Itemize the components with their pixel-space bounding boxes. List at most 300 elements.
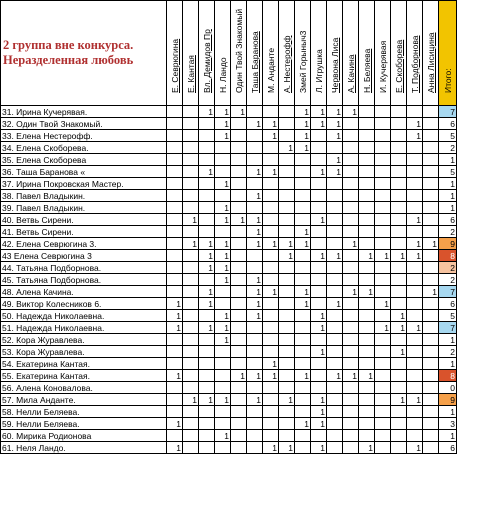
vote-cell xyxy=(343,250,359,262)
vote-cell: 1 xyxy=(359,250,375,262)
vote-cell xyxy=(423,274,439,286)
vote-cell xyxy=(359,310,375,322)
vote-cell xyxy=(215,442,231,454)
vote-cell xyxy=(231,406,247,418)
entry-name: 31. Ирина Кучерявая. xyxy=(1,106,167,118)
vote-cell xyxy=(167,262,183,274)
vote-cell xyxy=(279,418,295,430)
vote-cell xyxy=(407,346,423,358)
vote-cell xyxy=(183,202,199,214)
vote-cell: 1 xyxy=(215,214,231,226)
vote-cell xyxy=(391,358,407,370)
vote-cell xyxy=(359,394,375,406)
vote-cell: 1 xyxy=(311,346,327,358)
vote-cell xyxy=(391,154,407,166)
vote-cell xyxy=(311,154,327,166)
total-cell: 6 xyxy=(439,442,457,454)
vote-cell xyxy=(375,238,391,250)
vote-cell: 1 xyxy=(311,310,327,322)
vote-cell xyxy=(167,130,183,142)
vote-cell xyxy=(375,418,391,430)
column-header-label: Е. Скоборева xyxy=(393,39,404,93)
entry-name: 51. Надежда Николаевна. xyxy=(1,322,167,334)
vote-cell xyxy=(263,334,279,346)
vote-cell xyxy=(263,430,279,442)
vote-cell xyxy=(407,370,423,382)
vote-cell xyxy=(359,262,375,274)
vote-cell xyxy=(279,262,295,274)
vote-cell xyxy=(359,406,375,418)
vote-cell: 1 xyxy=(407,118,423,130)
vote-cell xyxy=(407,382,423,394)
vote-cell xyxy=(375,310,391,322)
vote-cell: 1 xyxy=(247,298,263,310)
vote-cell: 1 xyxy=(359,286,375,298)
vote-cell xyxy=(215,370,231,382)
total-cell: 6 xyxy=(439,298,457,310)
vote-cell xyxy=(327,322,343,334)
vote-cell xyxy=(247,262,263,274)
vote-cell: 1 xyxy=(199,238,215,250)
vote-cell xyxy=(199,358,215,370)
vote-cell xyxy=(327,358,343,370)
vote-cell: 1 xyxy=(407,394,423,406)
vote-cell xyxy=(311,142,327,154)
vote-cell xyxy=(167,214,183,226)
vote-cell xyxy=(375,142,391,154)
vote-cell xyxy=(391,298,407,310)
vote-cell xyxy=(199,202,215,214)
vote-cell xyxy=(215,166,231,178)
vote-cell: 1 xyxy=(215,334,231,346)
vote-cell xyxy=(375,130,391,142)
table-row xyxy=(1,214,457,226)
vote-cell xyxy=(343,118,359,130)
vote-cell xyxy=(279,166,295,178)
entry-name: 52. Кора Журавлева. xyxy=(1,334,167,346)
vote-cell: 1 xyxy=(247,394,263,406)
vote-cell xyxy=(199,118,215,130)
table-row xyxy=(1,322,457,334)
vote-cell xyxy=(279,370,295,382)
vote-cell: 1 xyxy=(391,322,407,334)
vote-cell xyxy=(279,226,295,238)
table-row xyxy=(1,142,457,154)
vote-cell xyxy=(295,394,311,406)
total-cell: 6 xyxy=(439,118,457,130)
entry-name: 35. Елена Скоборева xyxy=(1,154,167,166)
vote-cell xyxy=(295,322,311,334)
vote-cell xyxy=(311,286,327,298)
vote-cell: 1 xyxy=(247,118,263,130)
vote-cell xyxy=(407,190,423,202)
vote-cell: 1 xyxy=(407,214,423,226)
vote-cell xyxy=(199,310,215,322)
vote-cell xyxy=(295,430,311,442)
vote-cell xyxy=(391,370,407,382)
entry-name: 33. Елена Нестерофф. xyxy=(1,130,167,142)
vote-cell xyxy=(263,322,279,334)
column-header xyxy=(327,1,343,106)
total-header-label: Итого: xyxy=(442,68,453,93)
vote-cell: 1 xyxy=(247,310,263,322)
total-cell: 1 xyxy=(439,430,457,442)
entry-name: 56. Алена Коновалова. xyxy=(1,382,167,394)
vote-cell xyxy=(359,238,375,250)
vote-cell xyxy=(359,430,375,442)
vote-cell xyxy=(199,190,215,202)
vote-cell: 1 xyxy=(215,274,231,286)
vote-cell xyxy=(407,310,423,322)
vote-cell xyxy=(263,262,279,274)
total-cell: 5 xyxy=(439,166,457,178)
table-row xyxy=(1,238,457,250)
vote-cell: 1 xyxy=(215,310,231,322)
vote-cell xyxy=(231,178,247,190)
vote-cell xyxy=(311,430,327,442)
vote-cell xyxy=(327,418,343,430)
table-row xyxy=(1,118,457,130)
vote-cell xyxy=(375,286,391,298)
entry-name: 55. Екатерина Кантая. xyxy=(1,370,167,382)
entry-name: 42. Елена Севрюгина 3. xyxy=(1,238,167,250)
vote-cell xyxy=(327,142,343,154)
vote-cell xyxy=(247,106,263,118)
vote-cell xyxy=(183,442,199,454)
entry-name: 44. Татьяна Подборнова. xyxy=(1,262,167,274)
vote-cell xyxy=(391,286,407,298)
vote-cell xyxy=(183,226,199,238)
vote-cell xyxy=(167,226,183,238)
vote-cell xyxy=(327,382,343,394)
total-cell: 5 xyxy=(439,130,457,142)
vote-cell xyxy=(423,370,439,382)
entry-name: 60. Мирика Родионова xyxy=(1,430,167,442)
vote-cell xyxy=(375,226,391,238)
vote-cell xyxy=(327,430,343,442)
vote-cell xyxy=(279,118,295,130)
vote-cell xyxy=(295,382,311,394)
total-cell: 7 xyxy=(439,106,457,118)
table-row xyxy=(1,190,457,202)
table-row xyxy=(1,442,457,454)
vote-cell xyxy=(359,418,375,430)
vote-cell xyxy=(311,130,327,142)
vote-cell xyxy=(167,274,183,286)
vote-cell xyxy=(359,190,375,202)
vote-cell xyxy=(407,166,423,178)
vote-cell: 1 xyxy=(215,394,231,406)
vote-cell xyxy=(199,442,215,454)
vote-cell: 1 xyxy=(343,238,359,250)
total-cell: 9 xyxy=(439,238,457,250)
vote-cell: 1 xyxy=(311,118,327,130)
vote-cell xyxy=(343,406,359,418)
vote-cell xyxy=(183,250,199,262)
vote-cell xyxy=(183,382,199,394)
vote-cell xyxy=(231,442,247,454)
vote-cell xyxy=(247,382,263,394)
vote-cell xyxy=(423,178,439,190)
vote-cell xyxy=(311,226,327,238)
vote-cell xyxy=(231,118,247,130)
entry-name: 59. Нелли Беляева. xyxy=(1,418,167,430)
vote-cell xyxy=(391,142,407,154)
vote-cell xyxy=(423,322,439,334)
column-header xyxy=(295,1,311,106)
vote-cell xyxy=(215,226,231,238)
column-header xyxy=(215,1,231,106)
entry-name: 38. Павел Владыкин. xyxy=(1,190,167,202)
vote-cell xyxy=(215,346,231,358)
vote-cell xyxy=(423,106,439,118)
vote-cell xyxy=(215,406,231,418)
vote-cell xyxy=(391,190,407,202)
vote-cell xyxy=(423,166,439,178)
column-header-label: А. Качина xyxy=(345,54,356,93)
vote-cell xyxy=(215,298,231,310)
vote-cell: 1 xyxy=(407,130,423,142)
vote-cell xyxy=(375,154,391,166)
vote-cell xyxy=(359,226,375,238)
vote-cell: 1 xyxy=(263,166,279,178)
table-row xyxy=(1,334,457,346)
vote-cell xyxy=(343,130,359,142)
vote-cell xyxy=(199,154,215,166)
column-header-label: А. Нестерофф xyxy=(281,35,292,93)
vote-cell: 1 xyxy=(359,442,375,454)
vote-cell xyxy=(375,106,391,118)
vote-cell xyxy=(183,106,199,118)
vote-cell xyxy=(183,370,199,382)
vote-cell xyxy=(343,166,359,178)
vote-cell: 1 xyxy=(199,250,215,262)
group-title: 2 группа вне конкурса. Неразделенная любовь xyxy=(1,1,167,106)
vote-cell xyxy=(375,430,391,442)
vote-cell xyxy=(231,298,247,310)
vote-cell: 1 xyxy=(279,142,295,154)
vote-cell xyxy=(247,322,263,334)
vote-cell xyxy=(407,418,423,430)
vote-cell xyxy=(295,262,311,274)
vote-cell xyxy=(375,382,391,394)
vote-cell xyxy=(231,430,247,442)
vote-cell: 1 xyxy=(407,322,423,334)
vote-cell xyxy=(295,214,311,226)
vote-cell: 1 xyxy=(263,370,279,382)
vote-cell xyxy=(263,406,279,418)
vote-cell xyxy=(407,430,423,442)
vote-cell: 1 xyxy=(295,238,311,250)
vote-cell xyxy=(375,118,391,130)
vote-cell xyxy=(423,154,439,166)
table-row xyxy=(1,106,457,118)
entry-name: 41. Ветвь Сирени. xyxy=(1,226,167,238)
vote-cell xyxy=(295,346,311,358)
column-header-label: Е. Кантая xyxy=(185,55,196,93)
vote-cell xyxy=(391,106,407,118)
vote-cell: 1 xyxy=(327,250,343,262)
vote-cell xyxy=(311,178,327,190)
vote-cell xyxy=(407,106,423,118)
vote-cell xyxy=(247,430,263,442)
entry-name: 61. Неля Ландо. xyxy=(1,442,167,454)
vote-cell xyxy=(183,286,199,298)
vote-cell: 1 xyxy=(311,106,327,118)
vote-cell xyxy=(423,418,439,430)
entry-name: 54. Екатерина Кантая. xyxy=(1,358,167,370)
vote-cell xyxy=(231,250,247,262)
vote-cell xyxy=(279,178,295,190)
column-header-label: Вл. Демидов Пр xyxy=(201,29,212,93)
vote-cell xyxy=(391,166,407,178)
vote-cell xyxy=(199,274,215,286)
column-header-label: Т. Подборнова xyxy=(409,35,420,93)
vote-cell xyxy=(375,166,391,178)
vote-cell: 1 xyxy=(247,214,263,226)
vote-cell: 1 xyxy=(311,214,327,226)
table-row xyxy=(1,394,457,406)
vote-cell xyxy=(407,178,423,190)
vote-cell xyxy=(167,238,183,250)
vote-cell xyxy=(343,334,359,346)
total-cell: 2 xyxy=(439,262,457,274)
vote-cell xyxy=(231,334,247,346)
vote-cell xyxy=(311,358,327,370)
table-row xyxy=(1,262,457,274)
vote-cell xyxy=(199,370,215,382)
total-cell: 7 xyxy=(439,286,457,298)
vote-cell xyxy=(263,346,279,358)
vote-cell xyxy=(375,214,391,226)
vote-cell xyxy=(295,442,311,454)
vote-cell xyxy=(167,178,183,190)
vote-cell xyxy=(279,382,295,394)
vote-cell: 1 xyxy=(295,418,311,430)
vote-cell xyxy=(423,202,439,214)
vote-cell xyxy=(183,358,199,370)
vote-cell: 1 xyxy=(199,106,215,118)
vote-cell: 1 xyxy=(247,274,263,286)
vote-cell: 1 xyxy=(247,166,263,178)
vote-cell: 1 xyxy=(183,394,199,406)
vote-cell xyxy=(279,214,295,226)
vote-cell xyxy=(343,442,359,454)
total-cell: 2 xyxy=(439,226,457,238)
vote-cell: 1 xyxy=(311,406,327,418)
vote-cell xyxy=(327,238,343,250)
total-cell: 1 xyxy=(439,334,457,346)
vote-cell: 1 xyxy=(295,370,311,382)
vote-cell xyxy=(215,358,231,370)
total-cell: 2 xyxy=(439,346,457,358)
vote-cell xyxy=(327,178,343,190)
vote-cell: 1 xyxy=(263,286,279,298)
vote-cell xyxy=(423,406,439,418)
vote-cell xyxy=(247,178,263,190)
vote-cell xyxy=(183,262,199,274)
vote-cell xyxy=(391,130,407,142)
vote-cell xyxy=(343,190,359,202)
vote-cell xyxy=(167,346,183,358)
vote-cell: 1 xyxy=(295,106,311,118)
vote-cell xyxy=(407,226,423,238)
total-cell: 5 xyxy=(439,310,457,322)
vote-cell xyxy=(295,154,311,166)
vote-cell xyxy=(311,370,327,382)
vote-cell xyxy=(231,358,247,370)
vote-cell xyxy=(183,118,199,130)
total-cell: 8 xyxy=(439,370,457,382)
vote-cell xyxy=(423,346,439,358)
entry-name: 32. Один Твой Знакомый. xyxy=(1,118,167,130)
vote-cell: 1 xyxy=(263,130,279,142)
total-cell: 3 xyxy=(439,418,457,430)
vote-cell xyxy=(263,202,279,214)
vote-cell xyxy=(311,382,327,394)
vote-cell xyxy=(279,358,295,370)
column-header-label: М. Анданте xyxy=(265,47,276,93)
vote-cell xyxy=(263,310,279,322)
vote-cell xyxy=(183,298,199,310)
vote-cell xyxy=(343,346,359,358)
vote-cell xyxy=(295,190,311,202)
vote-cell xyxy=(391,262,407,274)
vote-cell: 1 xyxy=(391,310,407,322)
table-row xyxy=(1,202,457,214)
vote-cell xyxy=(375,406,391,418)
vote-cell xyxy=(391,238,407,250)
column-header-label: Один Твой Знакомый xyxy=(233,8,244,93)
vote-cell xyxy=(343,178,359,190)
vote-cell xyxy=(423,334,439,346)
vote-cell xyxy=(375,394,391,406)
table-row xyxy=(1,310,457,322)
total-cell: 0 xyxy=(439,382,457,394)
column-header-label: Анна Лисицина xyxy=(425,32,436,93)
vote-cell xyxy=(279,406,295,418)
vote-cell: 1 xyxy=(167,310,183,322)
vote-cell xyxy=(263,382,279,394)
vote-cell xyxy=(391,430,407,442)
total-cell: 1 xyxy=(439,178,457,190)
vote-cell xyxy=(279,190,295,202)
vote-cell xyxy=(343,430,359,442)
vote-cell xyxy=(391,226,407,238)
column-header xyxy=(167,1,183,106)
vote-cell xyxy=(327,406,343,418)
vote-cell xyxy=(279,106,295,118)
vote-cell xyxy=(343,322,359,334)
total-cell: 1 xyxy=(439,154,457,166)
vote-cell xyxy=(343,394,359,406)
total-cell: 9 xyxy=(439,394,457,406)
table-row xyxy=(1,346,457,358)
entry-name: 36. Таша Баранова « xyxy=(1,166,167,178)
vote-cell: 1 xyxy=(263,358,279,370)
vote-cell xyxy=(167,358,183,370)
vote-cell xyxy=(279,322,295,334)
vote-cell xyxy=(343,418,359,430)
table-row xyxy=(1,406,457,418)
vote-cell xyxy=(423,262,439,274)
vote-cell xyxy=(247,346,263,358)
vote-cell xyxy=(199,430,215,442)
vote-cell xyxy=(199,214,215,226)
vote-cell xyxy=(167,406,183,418)
vote-cell xyxy=(327,226,343,238)
vote-cell xyxy=(247,406,263,418)
